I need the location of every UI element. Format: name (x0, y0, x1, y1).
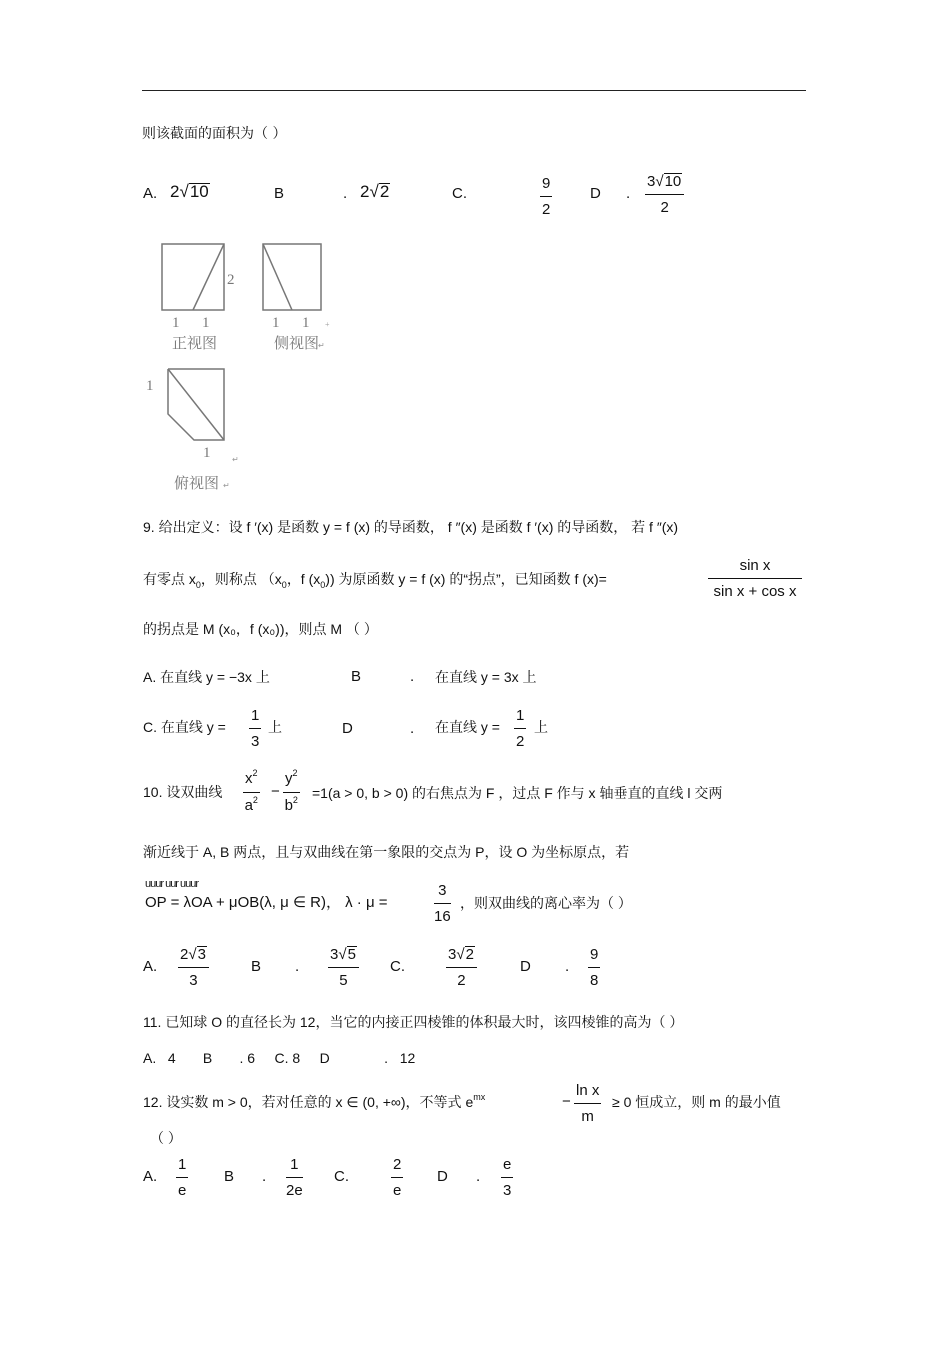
side-dim-bottom-2: 1 (302, 315, 310, 331)
side-view-label: 侧视图 (274, 334, 320, 352)
q9-choice-d-label: D (342, 720, 353, 737)
front-dim-right: 2 (227, 272, 235, 288)
top-dim-left: 1 (146, 378, 154, 394)
q9-choice-d-pre: 在直线 y = (435, 719, 500, 735)
q10-x-over-a: $\frac{x^2}{a^2}$ (244, 768, 258, 814)
q12-prefix: 12. 设实数 m > 0，若对任意的 x ∈ (0, +∞)，不等式 $e^{mx}$ (143, 1092, 486, 1110)
q12-paren: （ ） (150, 1130, 182, 1146)
q12-choice-b-fraction: $\frac{1}{2e}$ (286, 1156, 303, 1199)
q11-choices: A. 4 B . 6 C. 8 D . 12 (143, 1050, 416, 1066)
q10-y-over-b: $\frac{y^2}{b^2}$ (284, 768, 298, 814)
q9-line-1: 9. 给出定义：设 f ′(x) 是函数 y = f (x) 的导函数， f ″(x) 是函数 f ′(x) 的导函数， 若 f ″(x) (143, 519, 679, 535)
header-rule (142, 90, 806, 91)
q12-ln-fraction: $\frac{\text{ln x}}{m}$ (576, 1082, 600, 1125)
q8-choice-d-label: D (590, 185, 601, 202)
q8-choice-c-fraction: $\frac{9}{2}$ (542, 175, 551, 218)
q12-choice-d-fraction: $\frac{e}{3}$ (503, 1156, 512, 1199)
q10-choice-b-dot: . (295, 958, 300, 975)
q10-choice-a-fraction: $\frac{2√3}{3}$ (178, 946, 209, 990)
q8-stem: 则该截面的面积为（ ） (142, 126, 287, 142)
svg-text:↵: ↵ (232, 455, 239, 464)
q10-line-3-post: ，则双曲线的离心率为（ ） (460, 895, 632, 911)
q9-choice-b-label: B (351, 668, 362, 685)
q8-choice-b-dot: . (343, 185, 348, 202)
q12-choice-b-label: B (224, 1168, 235, 1185)
q8-choice-b: 2√2 (360, 182, 390, 201)
q9-choice-d-dot: . (410, 720, 415, 737)
q12-choice-a-label: A. (143, 1168, 158, 1185)
q10-line-3: OP = λOA + μOB(λ, μ ∈ R)， λ · μ = (145, 894, 388, 911)
svg-text:↵: ↵ (223, 481, 230, 490)
q12-minus: − (562, 1093, 571, 1110)
front-dim-bottom-2: 1 (202, 315, 210, 331)
q10-choice-b-fraction: $\frac{3√5}{5}$ (328, 946, 359, 990)
svg-text:+: + (325, 320, 330, 329)
top-view-label: 俯视图 (174, 474, 220, 492)
q9-choice-c-post: 上 (268, 720, 282, 736)
q9-choice-b-dot: . (410, 668, 415, 685)
q10-vector-marks: uuur uur uuur (145, 878, 199, 890)
q9-function-fraction: $\frac{\text{sin x}}{\text{sin x + cos x}}$ (708, 557, 802, 601)
q9-choice-c-fraction: $\frac{1}{3}$ (251, 707, 260, 750)
top-dim-bottom: 1 (203, 445, 211, 461)
q10-minus: − (271, 783, 280, 800)
q8-choice-b-label: B (274, 185, 285, 202)
q9-choice-b: 在直线 y = 3x 上 (435, 669, 537, 685)
q12-choice-c-label: C. (334, 1168, 349, 1185)
q8-choice-d-dot: . (626, 185, 631, 202)
q9-line-3: 的拐点是 M (x₀，f (x₀))，则点 M （ ） (143, 621, 378, 637)
q10-prefix: 10. 设双曲线 (143, 784, 223, 800)
front-dim-bottom-1: 1 (172, 315, 180, 331)
q9-line-2: 有零点 $x_0$，则称点 （$x_0$，f $(x_0)$) 为原函数 y = f (x) 的“拐点”，已知函数 f (x)= (143, 571, 607, 590)
q12-choice-c-fraction: $\frac{2}{e}$ (393, 1156, 402, 1199)
q9-choice-c-pre: C. 在直线 y = (143, 719, 226, 735)
q10-choice-c-label: C. (390, 958, 405, 975)
q12-choice-a-fraction: $\frac{1}{e}$ (178, 1156, 187, 1199)
q12-choice-d-dot: . (476, 1168, 481, 1185)
side-view (263, 244, 321, 310)
q8-choice-a: 2√10 (170, 182, 209, 201)
three-view-drawing (140, 238, 340, 498)
q10-choice-d-label: D (520, 958, 531, 975)
q10-choice-c-fraction: $\frac{3√2}{2}$ (446, 946, 477, 990)
q12-choice-d-label: D (437, 1168, 448, 1185)
side-dim-bottom-1: 1 (272, 315, 280, 331)
front-view-label: 正视图 (172, 334, 218, 352)
svg-text:↵: ↵ (318, 341, 325, 350)
q10-line-1: =1(a > 0, b > 0) 的右焦点为 F ，过点 F 作与 x 轴垂直的直线 l 交两 (312, 785, 723, 801)
q10-choice-a-label: A. (143, 958, 158, 975)
q9-choice-d-fraction: $\frac{1}{2}$ (516, 707, 525, 750)
q10-choice-d-fraction: $\frac{9}{8}$ (590, 946, 599, 989)
q8-choice-d-fraction: $\frac{3√10}{2}$ (645, 173, 684, 217)
q12-choice-b-dot: . (262, 1168, 267, 1185)
q9-choice-d-post: 上 (534, 720, 548, 736)
front-view (162, 244, 224, 310)
q10-line-2: 渐近线于 A, B 两点，且与双曲线在第一象限的交点为 P，设 O 为坐标原点，若 (143, 844, 630, 860)
q10-lambda-mu-fraction: $\frac{3}{16}$ (434, 882, 451, 925)
q10-choice-d-dot: . (565, 958, 570, 975)
q9-choice-a: A. 在直线 y = −3x 上 (143, 669, 270, 685)
q8-choice-c-label: C. (452, 185, 467, 202)
q8-choice-a-label: A. (143, 185, 158, 202)
q11-stem: 11. 已知球 O 的直径长为 12，当它的内接正四棱锥的体积最大时，该四棱锥的高为（ ） (143, 1014, 684, 1030)
q10-choice-b-label: B (251, 958, 262, 975)
top-view (168, 369, 224, 440)
q12-post: ≥ 0 恒成立，则 m 的最小值 (612, 1094, 781, 1110)
